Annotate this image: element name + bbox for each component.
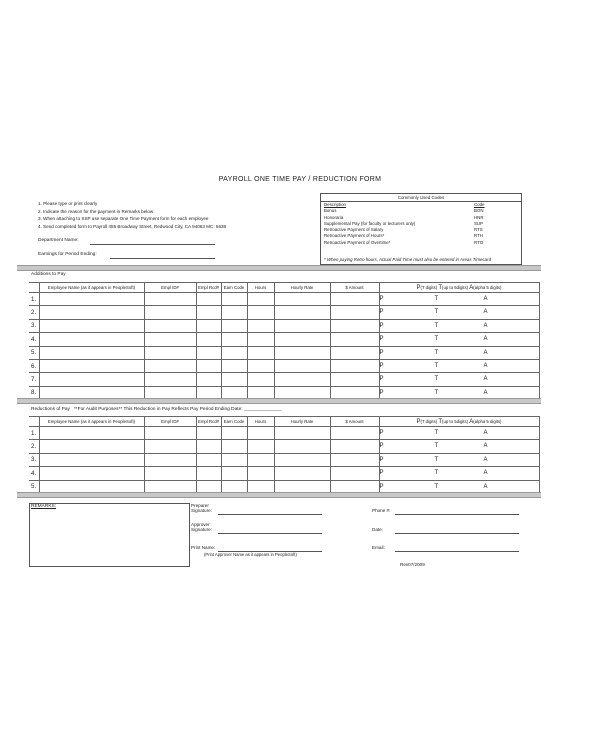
earn-code-cell[interactable] <box>221 319 247 332</box>
table-row <box>29 306 539 319</box>
header-pta <box>379 283 539 293</box>
empl-rcd-cell[interactable] <box>196 453 221 466</box>
empl-id-cell[interactable] <box>144 373 196 386</box>
hours-cell[interactable] <box>247 359 274 372</box>
earnings-period-field[interactable] <box>110 258 215 259</box>
employee-name-cell[interactable] <box>39 319 144 332</box>
pta-letter-t: T <box>434 389 439 396</box>
pta-letter-t: T <box>434 322 439 329</box>
header-hourly-rate: Hourly Rate <box>274 283 330 293</box>
empl-id-cell[interactable] <box>144 293 196 306</box>
pta-letter-a: A <box>483 470 488 477</box>
empl-rcd-cell[interactable] <box>196 373 221 386</box>
pta-letter-p: P <box>379 296 384 302</box>
preparer-text: Preparer <box>191 503 209 508</box>
header-pta-p-text: (T digits) <box>420 284 438 290</box>
hourly-rate-cell[interactable] <box>274 319 330 332</box>
code-value: BON <box>474 208 484 214</box>
row-number: 6. <box>29 359 39 372</box>
amount-cell[interactable] <box>330 453 379 466</box>
table-row <box>29 346 539 359</box>
email-field[interactable] <box>395 551 519 552</box>
pta-cell[interactable] <box>379 346 539 359</box>
header-empl-id: Empl ID# <box>144 417 196 427</box>
pta-cell[interactable] <box>379 427 539 440</box>
header-amount: $ Amount <box>330 283 379 293</box>
pta-letter-p: P <box>379 336 384 343</box>
empl-id-cell[interactable] <box>144 427 196 440</box>
table-row <box>29 373 539 386</box>
code-desc: Retroactive Payment of Overtime* <box>324 239 391 245</box>
empl-rcd-cell[interactable] <box>196 427 221 440</box>
empl-id-cell[interactable] <box>144 306 196 319</box>
header-pta-a-text: (alpha 5 digits) <box>473 284 502 290</box>
pta-cell[interactable] <box>379 373 539 386</box>
hourly-rate-cell[interactable] <box>274 440 330 453</box>
earn-code-cell[interactable] <box>221 453 247 466</box>
header-hours: Hours <box>247 283 274 293</box>
amount-cell[interactable] <box>330 359 379 372</box>
codes-note: * When paying Retro hours, Actual Paid Time must also be entered in Areas Timecard <box>324 257 492 262</box>
earn-code-cell[interactable] <box>221 293 247 306</box>
reductions-label <box>31 407 281 412</box>
amount-cell[interactable] <box>330 319 379 332</box>
signature-text: Signature: <box>191 508 212 514</box>
instructions <box>38 200 226 230</box>
reductions-audit-note: **For Audit Purposes** This Reduction in Pay Reflects Pay Period Ending Date: <box>73 407 243 412</box>
empl-id-cell[interactable] <box>144 333 196 346</box>
header-pta-a: A <box>469 284 474 291</box>
employee-name-cell[interactable] <box>39 346 144 359</box>
reductions-table <box>29 416 540 494</box>
amount-cell[interactable] <box>330 440 379 453</box>
date-field[interactable] <box>395 533 519 534</box>
department-field[interactable] <box>90 244 215 245</box>
instruction-item: 1. Please type or print clearly <box>38 201 98 206</box>
section-divider <box>17 265 541 271</box>
header-amount: $ Amount <box>330 417 379 427</box>
table-row <box>29 440 539 453</box>
approver-signature-field[interactable] <box>218 533 322 534</box>
table-row <box>29 293 539 306</box>
pta-letter-p: P <box>379 443 384 450</box>
hours-cell[interactable] <box>247 427 274 440</box>
pta-letter-t: T <box>434 296 439 302</box>
empl-rcd-cell[interactable] <box>196 319 221 332</box>
pta-letter-t: T <box>434 376 439 383</box>
table-row <box>29 333 539 346</box>
additions-table <box>29 282 540 400</box>
pta-letter-a: A <box>483 483 488 490</box>
code-desc: Retroactive Payment of Salary <box>324 227 384 233</box>
pta-letter-a: A <box>483 309 488 316</box>
empl-rcd-cell[interactable] <box>196 440 221 453</box>
section-divider <box>17 398 541 404</box>
header-pta-t-text: (up to 5digits) <box>442 284 469 290</box>
empl-id-cell[interactable] <box>144 453 196 466</box>
table-row <box>29 467 539 480</box>
hourly-rate-cell[interactable] <box>274 467 330 480</box>
reductions-title: Reductions of Pay <box>31 407 70 412</box>
pta-letter-p: P <box>379 362 384 369</box>
header-earn-code: Earn Code <box>221 283 247 293</box>
row-number: 1. <box>29 427 39 440</box>
pta-letter-p: P <box>379 430 384 436</box>
empl-rcd-cell[interactable] <box>196 359 221 372</box>
email-label: Email: <box>372 545 385 550</box>
pta-cell[interactable] <box>379 467 539 480</box>
earn-code-cell[interactable] <box>221 427 247 440</box>
pta-letter-a: A <box>483 389 488 396</box>
employee-name-cell[interactable] <box>39 359 144 372</box>
earn-code-cell[interactable] <box>221 440 247 453</box>
print-name-note: (Print Approver Name as it appears in PeopleSoft) <box>204 552 297 557</box>
hours-cell[interactable] <box>247 293 274 306</box>
hours-cell[interactable] <box>247 467 274 480</box>
header-pta-a: A <box>469 418 474 425</box>
pta-letter-t: T <box>434 362 439 369</box>
hourly-rate-cell[interactable] <box>274 453 330 466</box>
form-title: PAYROLL ONE TIME PAY / REDUCTION FORM <box>218 176 382 183</box>
approver-text: Approver <box>191 522 210 527</box>
preparer-signature-field[interactable] <box>218 514 322 515</box>
pta-letter-t: T <box>434 349 439 356</box>
code-desc: Bonus <box>324 208 337 214</box>
code-value: RTH <box>474 233 483 239</box>
row-number: 7. <box>29 373 39 386</box>
department-label: Department Name: <box>38 238 79 243</box>
pta-letter-p: P <box>379 376 384 383</box>
earn-code-cell[interactable] <box>221 346 247 359</box>
table-row <box>29 319 539 332</box>
code-desc: Supplemental Pay (for faculty or lecturers only) <box>324 220 416 226</box>
table-header-row <box>29 417 539 427</box>
codes-code-header: Code <box>474 202 485 207</box>
preparer-label <box>191 503 212 514</box>
phone-label: Phone #: <box>372 508 391 513</box>
amount-cell[interactable] <box>330 346 379 359</box>
pta-cell[interactable] <box>379 333 539 346</box>
header-hourly-rate: Hourly Rate <box>274 417 330 427</box>
pta-cell[interactable] <box>379 453 539 466</box>
remarks-label: REMARKS: <box>31 504 57 509</box>
header-pta <box>379 417 539 427</box>
code-value: RTO <box>474 239 484 245</box>
hours-cell[interactable] <box>247 440 274 453</box>
row-number: 5. <box>29 480 39 493</box>
header-empl-rcd: Empl Rcd# <box>196 417 221 427</box>
codes-desc-header: Description <box>324 202 346 207</box>
pta-letter-p: P <box>379 456 384 463</box>
row-number: 4. <box>29 333 39 346</box>
header-empl-rcd: Empl Rcd# <box>196 283 221 293</box>
code-desc: Honoraria <box>324 214 344 220</box>
hourly-rate-cell[interactable] <box>274 333 330 346</box>
row-number: 2. <box>29 440 39 453</box>
additions-label: Additions to Pay <box>31 272 66 277</box>
pta-letter-t: T <box>434 470 439 477</box>
earn-code-cell[interactable] <box>221 359 247 372</box>
row-number: 8. <box>29 386 39 399</box>
pta-letter-p: P <box>379 470 384 477</box>
pta-letter-a: A <box>483 362 488 369</box>
header-pta-p: P <box>416 284 421 291</box>
pta-letter-a: A <box>483 430 488 436</box>
employee-name-cell[interactable] <box>39 467 144 480</box>
pta-letter-a: A <box>483 349 488 356</box>
pta-letter-a: A <box>483 322 488 329</box>
empl-id-cell[interactable] <box>144 467 196 480</box>
employee-name-cell[interactable] <box>39 453 144 466</box>
pta-letter-p: P <box>379 322 384 329</box>
employee-name-cell[interactable] <box>39 306 144 319</box>
pta-letter-t: T <box>434 336 439 343</box>
pta-letter-a: A <box>483 376 488 383</box>
remarks-box[interactable] <box>29 503 190 567</box>
pta-letter-t: T <box>434 430 439 436</box>
hourly-rate-cell[interactable] <box>274 359 330 372</box>
earn-code-cell[interactable] <box>221 306 247 319</box>
table-row <box>29 453 539 466</box>
header-employee-name: Employee Name (as it appears in PeopleSoft) <box>39 417 144 427</box>
header-employee-name: Employee Name (as it appears in PeopleSoft) <box>39 283 144 293</box>
pta-cell[interactable] <box>379 359 539 372</box>
employee-name-cell[interactable] <box>39 440 144 453</box>
table-row <box>29 427 539 440</box>
amount-cell[interactable] <box>330 427 379 440</box>
row-number: 2. <box>29 306 39 319</box>
table-header-row <box>29 283 539 293</box>
header-pta-t: T <box>438 418 443 425</box>
hourly-rate-cell[interactable] <box>274 427 330 440</box>
hourly-rate-cell[interactable] <box>274 346 330 359</box>
pta-cell[interactable] <box>379 293 539 306</box>
pta-letter-t: T <box>434 443 439 450</box>
amount-cell[interactable] <box>330 373 379 386</box>
employee-name-cell[interactable] <box>39 427 144 440</box>
header-pta-t: T <box>438 284 443 291</box>
empl-rcd-cell[interactable] <box>196 467 221 480</box>
hourly-rate-cell[interactable] <box>274 373 330 386</box>
pta-letter-a: A <box>483 456 488 463</box>
common-codes-box <box>320 193 522 265</box>
empl-id-cell[interactable] <box>144 440 196 453</box>
empl-rcd-cell[interactable] <box>196 346 221 359</box>
pta-letter-p: P <box>379 349 384 356</box>
header-pta-p-text: (T digits) <box>420 418 438 424</box>
header-earn-code: Earn Code <box>221 417 247 427</box>
row-number: 5. <box>29 346 39 359</box>
instruction-item: 4. Send completed form to Payroll 485 Broadway Street, Redwood City, CA 94063 MC: 5638 <box>38 223 227 229</box>
pta-letter-p: P <box>379 483 384 490</box>
phone-field[interactable] <box>395 514 519 515</box>
earn-code-cell[interactable] <box>221 373 247 386</box>
row-number: 4. <box>29 467 39 480</box>
header-empl-id: Empl ID# <box>144 283 196 293</box>
pta-letter-p: P <box>379 389 384 396</box>
pta-letter-a: A <box>483 296 488 302</box>
hours-cell[interactable] <box>247 306 274 319</box>
empl-id-cell[interactable] <box>144 359 196 372</box>
employee-name-cell[interactable] <box>39 373 144 386</box>
hourly-rate-cell[interactable] <box>274 306 330 319</box>
row-number: 3. <box>29 319 39 332</box>
empl-id-cell[interactable] <box>144 319 196 332</box>
header-pta-p: P <box>416 418 421 425</box>
row-number-header <box>29 283 39 293</box>
employee-name-cell[interactable] <box>39 293 144 306</box>
code-value: HNR <box>474 214 484 220</box>
section-divider <box>17 492 541 498</box>
earn-code-cell[interactable] <box>221 467 247 480</box>
signature-text: Signature: <box>191 527 212 533</box>
pta-cell[interactable] <box>379 319 539 332</box>
instruction-item: 2. Indicate the reason for the payment in Remarks below <box>38 208 154 214</box>
code-value: RTS <box>474 227 483 233</box>
hours-cell[interactable] <box>247 333 274 346</box>
employee-name-cell[interactable] <box>39 333 144 346</box>
hourly-rate-cell[interactable] <box>274 293 330 306</box>
pta-cell[interactable] <box>379 306 539 319</box>
empl-id-cell[interactable] <box>144 346 196 359</box>
earnings-period-label: Earnings for Period Ending: <box>38 252 97 257</box>
codes-header: Commonly Used Codes <box>321 194 521 202</box>
hours-cell[interactable] <box>247 453 274 466</box>
hours-cell[interactable] <box>247 346 274 359</box>
row-number: 1. <box>29 293 39 306</box>
pta-letter-t: T <box>434 456 439 463</box>
earn-code-cell[interactable] <box>221 333 247 346</box>
empl-rcd-cell[interactable] <box>196 306 221 319</box>
header-pta-a-text: (alpha 5 digits) <box>473 418 502 424</box>
date-label: Date: <box>372 527 383 532</box>
code-value: SUP <box>474 220 484 226</box>
reductions-date-field[interactable]: ______________ <box>243 407 282 412</box>
header-hours: Hours <box>247 417 274 427</box>
row-number-header <box>29 417 39 427</box>
pta-letter-a: A <box>483 336 488 343</box>
row-number: 3. <box>29 453 39 466</box>
instruction-item: 3. When attaching to SSP use separate One Time Payment form for each employee <box>38 216 209 222</box>
pta-letter-t: T <box>434 483 439 490</box>
empl-rcd-cell[interactable] <box>196 293 221 306</box>
table-row <box>29 359 539 372</box>
hours-cell[interactable] <box>247 373 274 386</box>
amount-cell[interactable] <box>330 467 379 480</box>
approver-label <box>191 522 212 533</box>
pta-letter-t: T <box>434 309 439 316</box>
pta-cell[interactable] <box>379 440 539 453</box>
revision-label: Rev07/2009 <box>400 562 425 567</box>
print-name-label: Print Name: <box>191 545 216 550</box>
amount-cell[interactable] <box>330 306 379 319</box>
hours-cell[interactable] <box>247 319 274 332</box>
code-desc: Retroactive Payment of Hours* <box>324 233 385 239</box>
pta-letter-a: A <box>483 443 488 450</box>
amount-cell[interactable] <box>330 293 379 306</box>
amount-cell[interactable] <box>330 333 379 346</box>
empl-rcd-cell[interactable] <box>196 333 221 346</box>
header-pta-t-text: (up to 5digits) <box>442 418 469 424</box>
pta-letter-p: P <box>379 309 384 316</box>
